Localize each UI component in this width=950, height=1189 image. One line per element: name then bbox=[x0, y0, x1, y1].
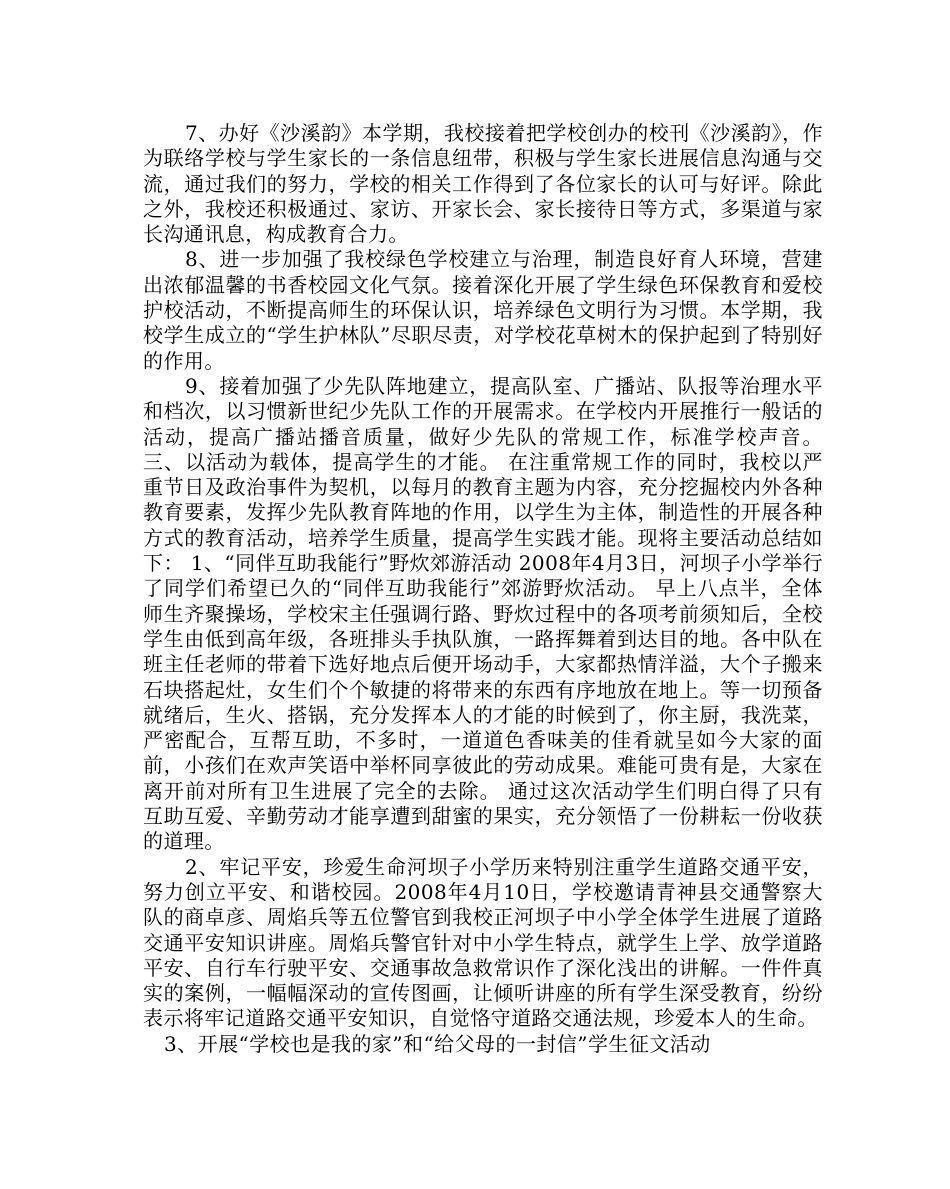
paragraph-8-green-school: 8、进一步加强了我校绿色学校建立与治理，制造良好育人环境，营建出浓郁温馨的书香校园文化气氛。接着深化开展了学生绿色环保教育和爱校护校活动，不断提高师生的环保认识，培养绿色文明行为习惯。本学期，我校学生成立的“学生护林队”尽职尽责，对学校花草树木的保护起到了特别好的作用。 bbox=[143, 247, 823, 373]
document-body bbox=[143, 121, 823, 1057]
paragraph-7-school-journal: 7、办好《沙溪韵》本学期，我校接着把学校创办的校刊《沙溪韵》，作为联络学校与学生家长的一条信息纽带，积极与学生家长进展信息沟通与交流，通过我们的努力，学校的相关工作得到了各位家长的认可与好评。除此之外，我校还积极通过、家访、开家长会、家长接待日等方式，多渠道与家长沟通讯息，构成教育合力。 bbox=[143, 121, 823, 247]
paragraph-9-young-pioneers: 9、接着加强了少先队阵地建立，提高队室、广播站、队报等治理水平和档次，以习惯新世纪少先队工作的开展需求。在学校内开展推行一般话的活动，提高广播站播音质量，做好少先队的常规工作，标准学校声音。 三、以活动为载体，提高学生的才能。 在注重常规工作的同时，我校以严重节日及政治事件为契机，以每月的教育主题为内容，充分挖掘校内外各种教育要素，发挥少先队教育阵地的作用，以学生为主体，制造性的开展各种方式的教育活动，培养学生质量，提高学生实践才能。现将主要活动总结如下： 1、“同伴互助我能行”野炊郊游活动 2008年4月3日，河坝子小学举行了同学们希望已久的“同伴互助我能行”郊游野炊活动。 早上八点半，全体师生齐聚操场，学校宋主任强调行路、野炊过程中的各项考前须知后，全校学生由低到高年级，各班排头手执队旗，一路挥舞着到达目的地。各中队在班主任老师的带着下选好地点后便开场动手，大家都热情洋溢，大个子搬来石块搭起灶，女生们个个敏捷的将带来的东西有序地放在地上。等一切预备就绪后，生火、搭锅，充分发挥本人的才能的时候到了，你主厨，我洗菜，严密配合，互帮互助，不多时，一道道色香味美的佳肴就呈如今大家的面前，小孩们在欢声笑语中举杯同享彼此的劳动成果。难能可贵有是，大家在离开前对所有卫生进展了完全的去除。 通过这次活动学生们明白得了只有互助互爱、辛勤劳动才能享遭到甜蜜的果实，充分领悟了一份耕耘一份收获的道理。 bbox=[143, 373, 823, 854]
paragraph-3-essay-activity: 3、开展“学校也是我的家”和“给父母的一封信”学生征文活动 bbox=[164, 1031, 711, 1056]
paragraph-2-traffic-safety: 2、牢记平安，珍爱生命河坝子小学历来特别注重学生道路交通平安，努力创立平安、和谐校园。2008年4月10日，学校邀请青神县交通警察大队的商卓彦、周焰兵等五位警官到我校正河坝子中小学全体学生进展了道路交通平安知识讲座。周焰兵警官针对中小学生特点，就学生上学、放学道路平安、自行车行驶平安、交通事故急救常识作了深化浅出的讲解。一件件真实的案例，一幅幅深动的宣传图画，让倾听讲座的所有学生深受教育，纷纷表示将牢记道路交通平安知识，自觉恪守道路交通法规，珍爱本人的生命。 bbox=[143, 854, 823, 1031]
